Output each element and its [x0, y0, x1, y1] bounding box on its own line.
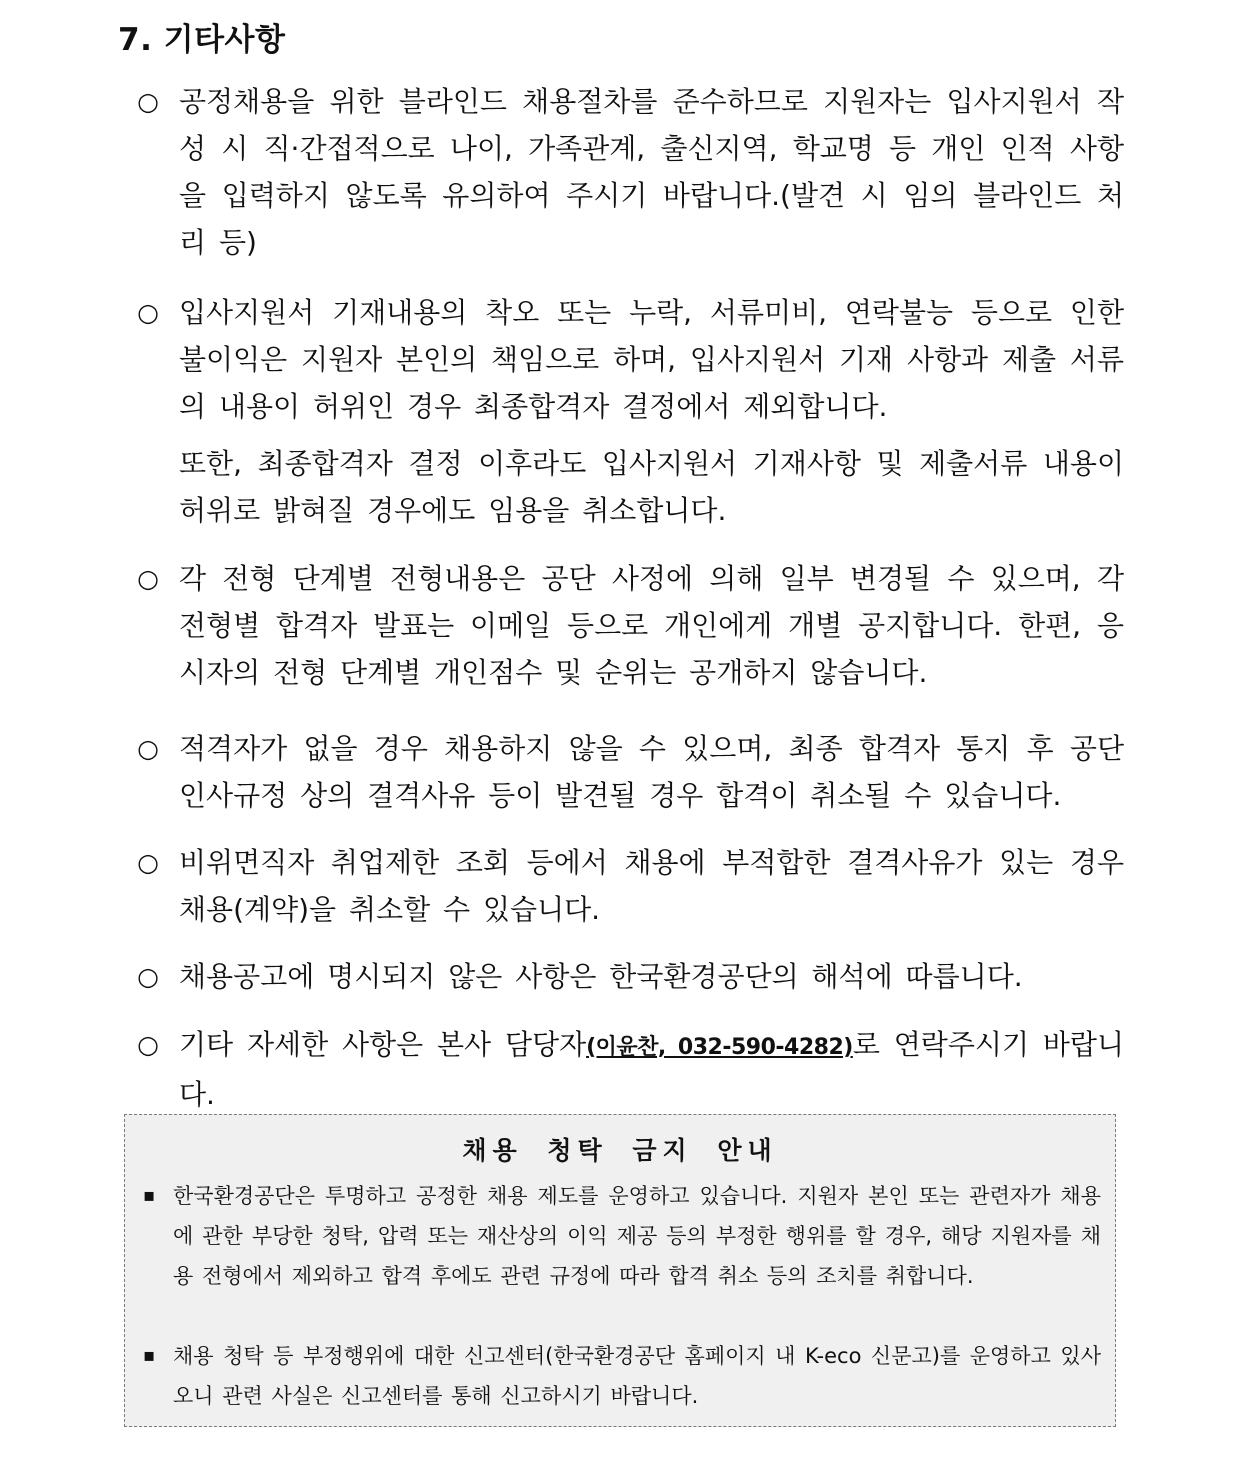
list-item: [134, 725, 1124, 819]
contact-suffix-text: 로 연락주시기 바랍니다.: [179, 1028, 1125, 1111]
circle-bullet-icon: ○: [137, 962, 159, 991]
notice-text: 채용 청탁 등 부정행위에 대한 신고센터(한국환경공단 홈페이지 내 K-eco 신문고)를 운영하고 있사오니 관련 사실은 신고센터를 통해 신고하시기 바랍니다.: [173, 1344, 1101, 1408]
item-text: [179, 1021, 1124, 1118]
item-text: 입사지원서 기재내용의 착오 또는 누락, 서류미비, 연락불능 등으로 인한 불이익은 지원자 본인의 책임으로 하며, 입사지원서 기재 사항과 제출 서류의 내용이 허위인 경우 최종합격자 결정에서 제외합니다.: [179, 296, 1124, 423]
item-text: 공정채용을 위한 블라인드 채용절차를 준수하므로 지원자는 입사지원서 작성 시 직·간접적으로 나이, 가족관계, 출신지역, 학교명 등 개인 인적 사항을 입력하지 않도록 유의하여 주시기 바랍니다.(발견 시 임의 블라인드 처리 등): [179, 85, 1124, 259]
item-text: 비위면직자 취업제한 조회 등에서 채용에 부적합한 결격사유가 있는 경우 채용(계약)을 취소할 수 있습니다.: [179, 846, 1124, 926]
list-item: [134, 78, 1124, 266]
section-title: 7. 기타사항: [118, 22, 286, 58]
notice-box: [124, 1114, 1116, 1427]
item-text: 적격자가 없을 경우 채용하지 않을 수 있으며, 최종 합격자 통지 후 공단 인사규정 상의 결격사유 등이 발견될 경우 합격이 취소될 수 있습니다.: [179, 732, 1124, 812]
list-item: [134, 953, 1124, 1000]
circle-bullet-icon: ○: [137, 298, 159, 327]
square-bullet-icon: ▪: [143, 1345, 156, 1366]
circle-bullet-icon: ○: [137, 848, 159, 877]
item-text: 각 전형 단계별 전형내용은 공단 사정에 의해 일부 변경될 수 있으며, 각 전형별 합격자 발표는 이메일 등으로 개인에게 개별 공지합니다. 한편, 응시자의 전형 단계별 개인점수 및 순위는 공개하지 않습니다.: [179, 562, 1124, 689]
circle-bullet-icon: ○: [137, 1030, 159, 1059]
item-text: 채용공고에 명시되지 않은 사항은 한국환경공단의 해석에 따릅니다.: [179, 960, 1023, 993]
contact-info: (이윤찬, 032-590-4282): [586, 1035, 853, 1060]
list-item: [134, 555, 1124, 696]
notice-title: 채용 청탁 금지 안내: [462, 1136, 778, 1165]
item-sub-text: 또한, 최종합격자 결정 이후라도 입사지원서 기재사항 및 제출서류 내용이 허위로 밝혀질 경우에도 임용을 취소합니다.: [179, 447, 1124, 527]
list-item: [134, 289, 1124, 534]
circle-bullet-icon: ○: [137, 564, 159, 593]
circle-bullet-icon: ○: [137, 734, 159, 763]
notice-item: [143, 1336, 1101, 1416]
circle-bullet-icon: ○: [137, 87, 159, 116]
list-item: [134, 839, 1124, 933]
square-bullet-icon: ▪: [143, 1185, 156, 1206]
list-item: [134, 1021, 1124, 1118]
contact-prefix-text: 기타 자세한 사항은 본사 담당자: [179, 1028, 587, 1061]
notice-text: 한국환경공단은 투명하고 공정한 채용 제도를 운영하고 있습니다. 지원자 본인 또는 관련자가 채용에 관한 부당한 청탁, 압력 또는 재산상의 이익 제공 등의 부정한 행위를 할 경우, 해당 지원자를 채용 전형에서 제외하고 합격 후에도 관련 규정에 따라 합격 취소 등의 조치를 취합니다.: [173, 1184, 1101, 1288]
notice-item: [143, 1176, 1101, 1296]
